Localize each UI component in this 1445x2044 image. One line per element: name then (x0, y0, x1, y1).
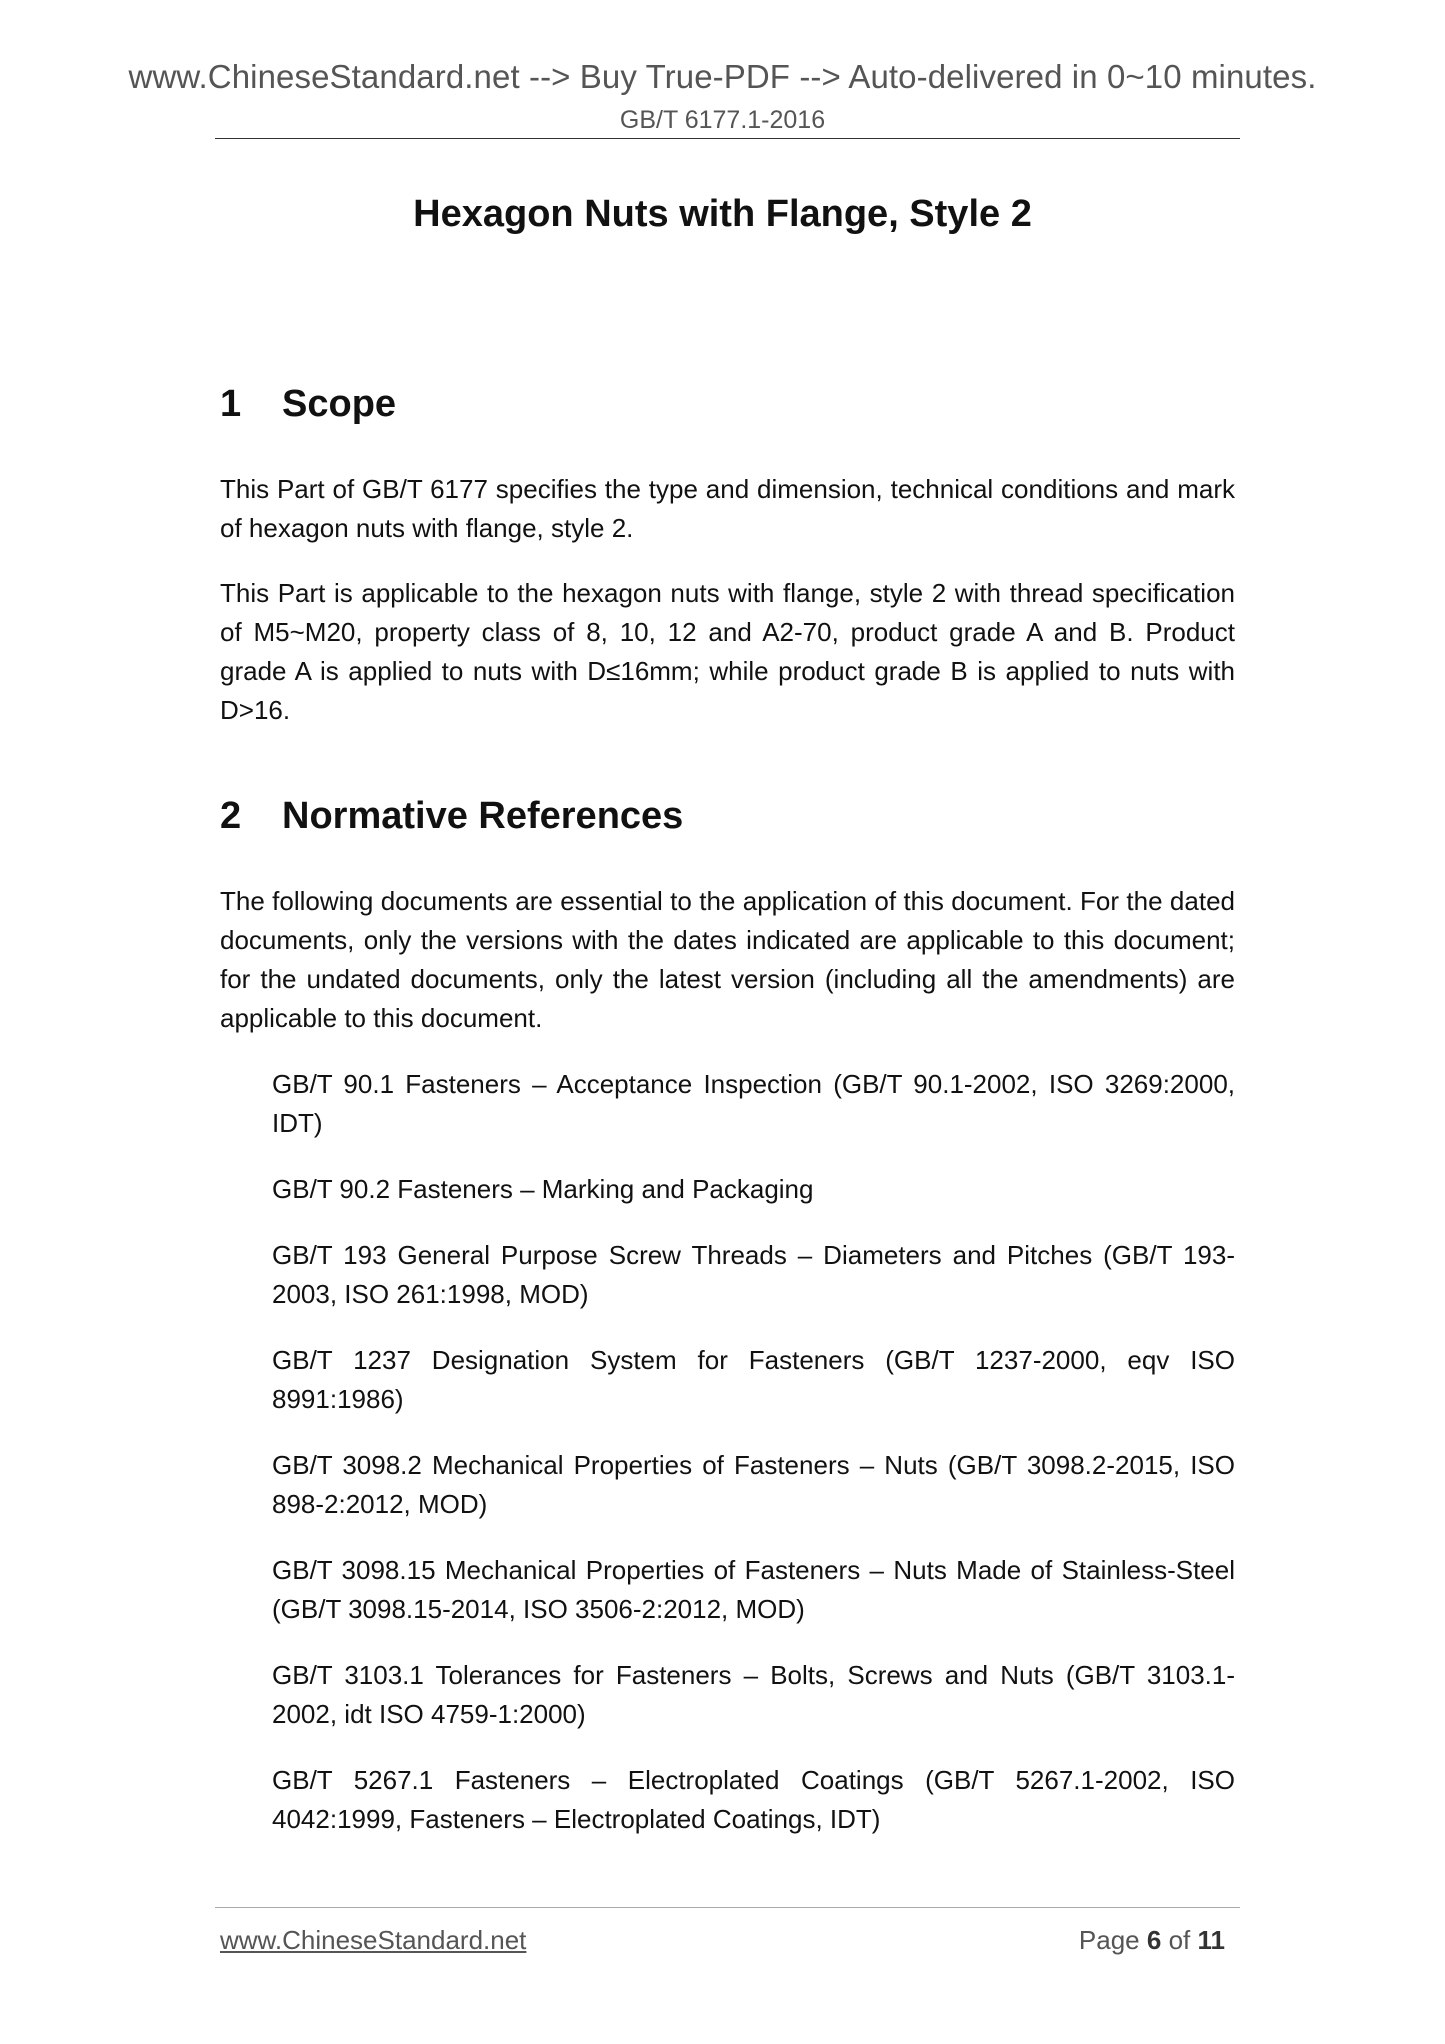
normative-intro: The following documents are essential to the application of this document. For the dated documents, only the versions with the dates indicated are applicable to this document; for the undated documents, only the latest version (including all the amendments) are applicable to this document. (220, 886, 1235, 1033)
footer-website-link[interactable]: www.ChineseStandard.net (220, 1925, 527, 1955)
reference-item: GB/T 3098.15 Mechanical Properties of Fasteners – Nuts Made of Stainless-Steel (GB/T 3098.15-2014, ISO 3506-2:2012, MOD) (272, 1555, 1235, 1624)
page-total: 11 (1197, 1925, 1225, 1955)
page-prefix: Page (1078, 1925, 1140, 1955)
header-divider (215, 138, 1240, 139)
scope-paragraph: This Part of GB/T 6177 specifies the type and dimension, technical conditions and mark of hexagon nuts with flange, style 2. (220, 474, 1235, 543)
footer-divider (215, 1907, 1240, 1908)
page-of: of (1168, 1925, 1191, 1955)
reference-item: GB/T 1237 Designation System for Fasteners (GB/T 1237-2000, eqv ISO 8991:1986) (272, 1345, 1235, 1414)
page-current: 6 (1146, 1925, 1162, 1955)
reference-item: GB/T 193 General Purpose Screw Threads – Diameters and Pitches (GB/T 193-2003, ISO 261:1998, MOD) (272, 1240, 1235, 1309)
document-body (220, 378, 1235, 1839)
section-title: Normative References (282, 795, 684, 837)
header-banner: www.ChineseStandard.net --> Buy True-PDF --> Auto-delivered in 0~10 minutes. (128, 58, 1317, 95)
page-indicator (1079, 1925, 1225, 1956)
section-number: 2 (220, 795, 242, 837)
reference-item: GB/T 90.1 Fasteners – Acceptance Inspection (GB/T 90.1-2002, ISO 3269:2000, IDT) (272, 1069, 1235, 1138)
section-heading-normative-references (220, 790, 1235, 842)
reference-item: GB/T 5267.1 Fasteners – Electroplated Coatings (GB/T 5267.1-2002, ISO 4042:1999, Fasteners – Electroplated Coatings, IDT) (272, 1765, 1235, 1834)
reference-item: GB/T 3103.1 Tolerances for Fasteners – Bolts, Screws and Nuts (GB/T 3103.1-2002, idt ISO 4759-1:2000) (272, 1660, 1235, 1729)
scope-paragraph: This Part is applicable to the hexagon nuts with flange, style 2 with thread specification of M5~M20, property class of 8, 10, 12 and A2-70, product grade A and B. Product grade A is applied to nuts with D≤16mm; while product grade B is applied to nuts with D>16. (220, 578, 1235, 725)
reference-item: GB/T 90.2 Fasteners – Marking and Packaging (272, 1174, 814, 1204)
section-heading-scope (220, 378, 1235, 430)
standard-code: GB/T 6177.1-2016 (619, 106, 826, 134)
reference-item: GB/T 3098.2 Mechanical Properties of Fasteners – Nuts (GB/T 3098.2-2015, ISO 898-2:2012, MOD) (272, 1450, 1235, 1519)
document-title: Hexagon Nuts with Flange, Style 2 (413, 193, 1032, 235)
section-title: Scope (282, 383, 397, 425)
section-number: 1 (220, 383, 242, 425)
